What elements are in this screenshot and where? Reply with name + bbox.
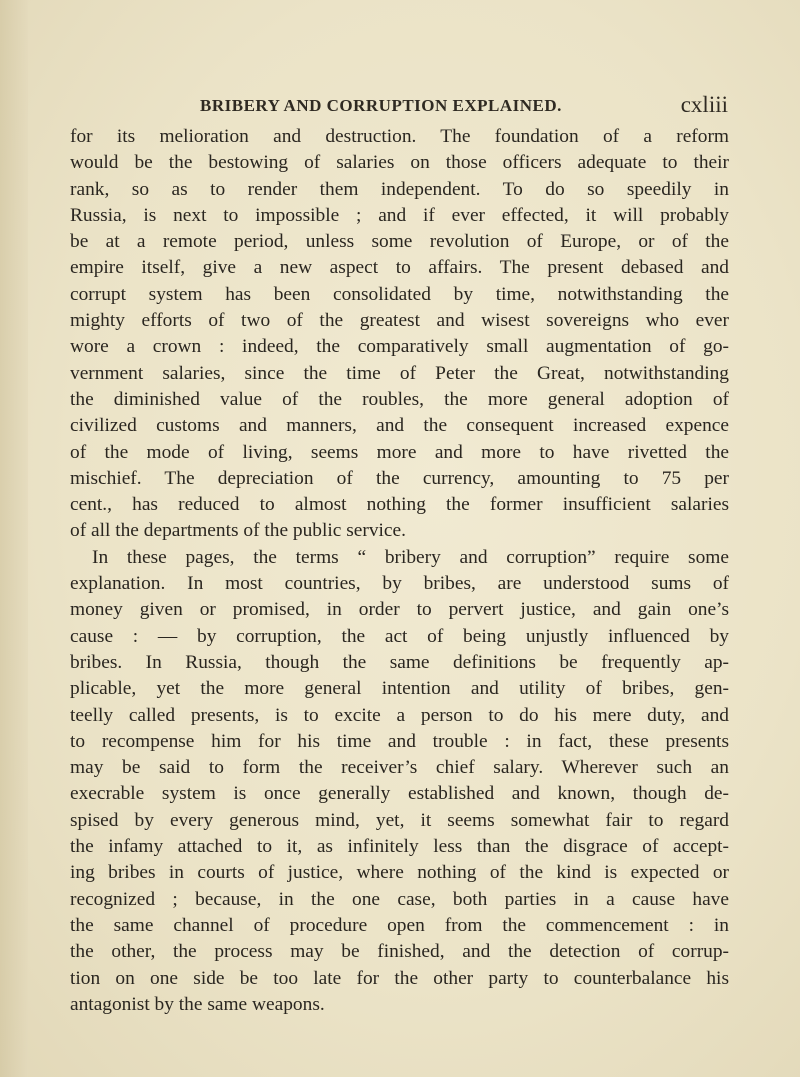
text-line: recognized ; because, in the one case, both parties in a cause have: [70, 888, 729, 910]
text-line: of all the departments of the public service.: [70, 520, 406, 542]
text-line: the diminished value of the roubles, the more general adoption of: [70, 388, 729, 410]
text-line: civilized customs and manners, and the consequent increased expence: [70, 415, 729, 437]
text-line: the same channel of procedure open from the commencement : in: [70, 914, 729, 936]
text-line: money given or promised, in order to pervert justice, and gain one’s: [70, 599, 729, 621]
text-line: vernment salaries, since the time of Peter the Great, notwithstanding: [70, 362, 729, 384]
body-text: [70, 124, 729, 1018]
running-title: BRIBERY AND CORRUPTION EXPLAINED.: [200, 96, 562, 115]
text-line: corrupt system has been consolidated by time, notwithstanding the: [70, 283, 729, 305]
text-line: the infamy attached to it, as infinitely less than the disgrace of accept-: [70, 836, 729, 858]
paragraph-2: [70, 545, 729, 1018]
text-line: bribes. In Russia, though the same definitions be frequently ap-: [70, 651, 729, 673]
text-line: of the mode of living, seems more and more to have rivetted the: [70, 441, 729, 463]
text-line: be at a remote period, unless some revolution of Europe, or of the: [70, 231, 729, 253]
text-line: plicable, yet the more general intention and utility of bribes, gen-: [70, 678, 729, 700]
text-line: mischief. The depreciation of the currency, amounting to 75 per: [70, 467, 729, 489]
paragraph-1: [70, 124, 729, 545]
text-line: spised by every generous mind, yet, it seems somewhat fair to regard: [70, 809, 729, 831]
text-line: mighty efforts of two of the greatest and wisest sovereigns who ever: [70, 310, 729, 332]
text-line: cause : — by corruption, the act of being unjustly influenced by: [70, 625, 729, 647]
text-line: to recompense him for his time and trouble : in fact, these presents: [70, 730, 729, 752]
text-line: empire itself, give a new aspect to affairs. The present debased and: [70, 257, 729, 279]
page-gutter-shadow: [0, 0, 28, 1077]
text-line: would be the bestowing of salaries on those officers adequate to their: [70, 152, 729, 174]
text-line: tion on one side be too late for the other party to counterbalance his: [70, 967, 729, 989]
running-head: [70, 92, 730, 124]
text-line: teelly called presents, is to excite a person to do his mere duty, and: [70, 704, 729, 726]
text-line: rank, so as to render them independent. To do so speedily in: [70, 178, 729, 200]
text-line: cent., has reduced to almost nothing the former insufficient salaries: [70, 494, 729, 516]
page-number: cxliii: [680, 92, 728, 117]
text-line: Russia, is next to impossible ; and if ever effected, it will probably: [70, 204, 729, 226]
text-line: may be said to form the receiver’s chief salary. Wherever such an: [70, 757, 729, 779]
text-line: antagonist by the same weapons.: [70, 993, 325, 1015]
text-line: for its melioration and destruction. The foundation of a reform: [70, 126, 729, 147]
text-line: explanation. In most countries, by bribes, are understood sums of: [70, 573, 729, 595]
text-line: execrable system is once generally established and known, though de-: [70, 783, 729, 805]
text-line: ing bribes in courts of justice, where nothing of the kind is expected or: [70, 862, 729, 884]
text-line: In these pages, the terms “ bribery and corruption” require some: [92, 546, 729, 568]
text-line: wore a crown : indeed, the comparatively small augmentation of go-: [70, 336, 729, 358]
text-line: the other, the process may be finished, and the detection of corrup-: [70, 941, 729, 963]
